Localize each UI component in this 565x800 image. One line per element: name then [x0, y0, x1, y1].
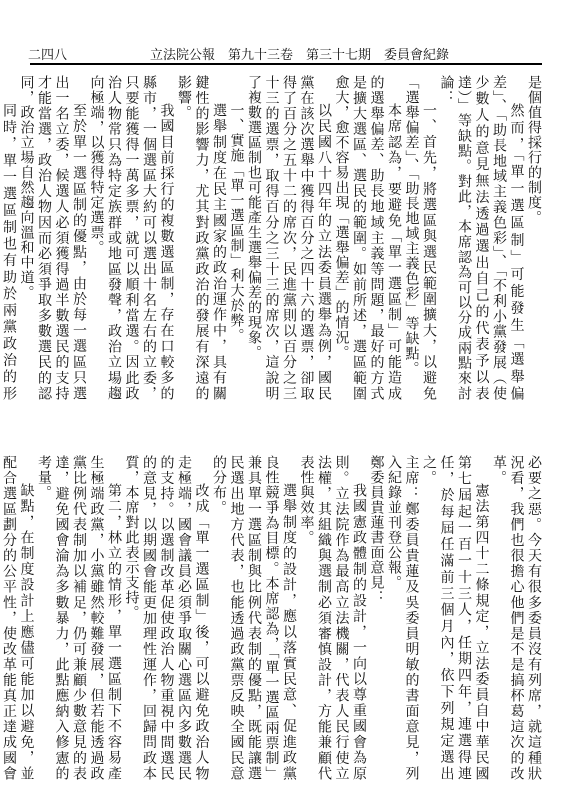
- bottom-paragraph: 選舉制度的設計，應以落實民意、促進政黨良性競爭為目標。本席認為，「單一選區兩票制」兼具單一選區制與比例代表制的優點，既能讓選民選出地方代表，也能透過政黨票反映全國民意的分布。: [211, 455, 297, 781]
- page-header: [0, 44, 565, 63]
- bottom-paragraph: 缺點，在制度設計上應儘可能加以避免，並配合選區劃分的公平性，使改革能真正達成國會: [1, 455, 35, 781]
- bottom-paragraph: 第二，林立的情形，單一選區制下不容易產生極端政黨，小黨雖然較難發展，但若能透過政黨比例代表制加以補足，仍可兼顧少數意見的表達，避免國會淪為多數暴力，此點應納入修憲的考量。: [36, 455, 122, 781]
- top-paragraph: 一、首先，將選區與選民範圍擴大，以避免「選舉偏差」、「助長地域主義色彩」等缺點。: [403, 75, 437, 401]
- upper-text-band: [1, 75, 542, 401]
- top-paragraph: 同時，單一選區制也有助於兩黨政治的形: [1, 103, 17, 401]
- top-paragraph: 一、實施「單一選區制」利大於弊。: [228, 103, 245, 343]
- lower-text-band: [1, 455, 542, 781]
- header-rule: [30, 63, 542, 65]
- top-paragraph: 本席認為，要避免「單一選區制」可能造成的選舉偏差、助長地域主義等問題，最好的方式是擴大選區、選民的範圍。如前所述，選區範圍愈大，愈不容易出現「選舉偏差」的情況。: [333, 75, 402, 401]
- top-paragraph: 至於單一選區制的優點，由於每一選區只選出一名立委，候選人必須獲得過半數選民的支持才能當選，政治人物因而必須爭取多數選民的認同，政治立場自然趨向溫和中道。: [18, 75, 87, 401]
- bottom-paragraph: 主席：鄭委員貴蓮及吳委員明敏的書面意見，列入紀錄並刊登公報。: [386, 455, 420, 781]
- bottom-paragraph: 鄭委員貴蓮書面意見：: [368, 455, 385, 605]
- bottom-paragraph: 改成「單一選區制」後，可以避免政治人物走極端，國會議員必須爭取關心選區內多數選民的支持。以選制改革促使政治人物重視中間選民的意見，以期國會能更加理性運作，回歸問政本質，本席對此表示支持。: [123, 455, 210, 781]
- top-paragraph: 是個值得採行的制度。: [526, 75, 542, 225]
- top-paragraph: 然而，「單一選區制」可能發生「選舉偏差」、「助長地域主義色彩」、「不利小黨發展（使少數人的意見無法透過選出自己的代表予以表達）」等缺點。對此，本席認為可以分成兩點來討論：: [438, 75, 525, 401]
- gazette-issue-title: 立法院公報 第九十三卷 第三十七期 委員會紀錄: [150, 48, 450, 63]
- top-paragraph: 以民國八十四年的立法委員選舉為例，國民黨在該次選舉中獲得百分之四十六的選票，卻取得了百分之五十二的席次，民進黨則以百分之三十三的選票，取得百分之三十三的席次，這說明了複數選區制也可能產生選舉偏差的現象。: [246, 75, 332, 401]
- top-paragraph: 我國目前採行的複數選區制，存在口較多的縣市，一個選區大約可以選出十名左右的立委，只要能獲得一萬多票，就可以順利當選。因此政治人物常只為特定族群或地區發聲，政治立場趨向極端，以獲得特定選票。: [88, 75, 175, 401]
- page-number: 二四八: [28, 48, 68, 63]
- top-paragraph: 選舉制度在民主國家的政治運作中，具有關鍵性的影響力，尤其對政黨政治的發展有深遠的影響。: [176, 75, 227, 401]
- bottom-paragraph: 我國憲政體制的設計，一向以尊重國會為原則。立法院作為最高立法機關，代表人民行使立法權，其組織與選制必須審慎設計，方能兼顧代表性與效率。: [298, 455, 367, 781]
- page-body: [1, 75, 542, 783]
- bottom-paragraph: 憲法第四十二條規定，立法委員自中華民國第七屆起一百一十三人，任期四年，連選得連任，於每屆任滿前三個月內，依下列規定選出之。: [421, 455, 490, 781]
- bottom-paragraph: 必要之惡。今天有很多委員沒有列席，就這種狀況看，我們也很擔心他們是不是搞杯葛這次的改革。: [491, 455, 542, 781]
